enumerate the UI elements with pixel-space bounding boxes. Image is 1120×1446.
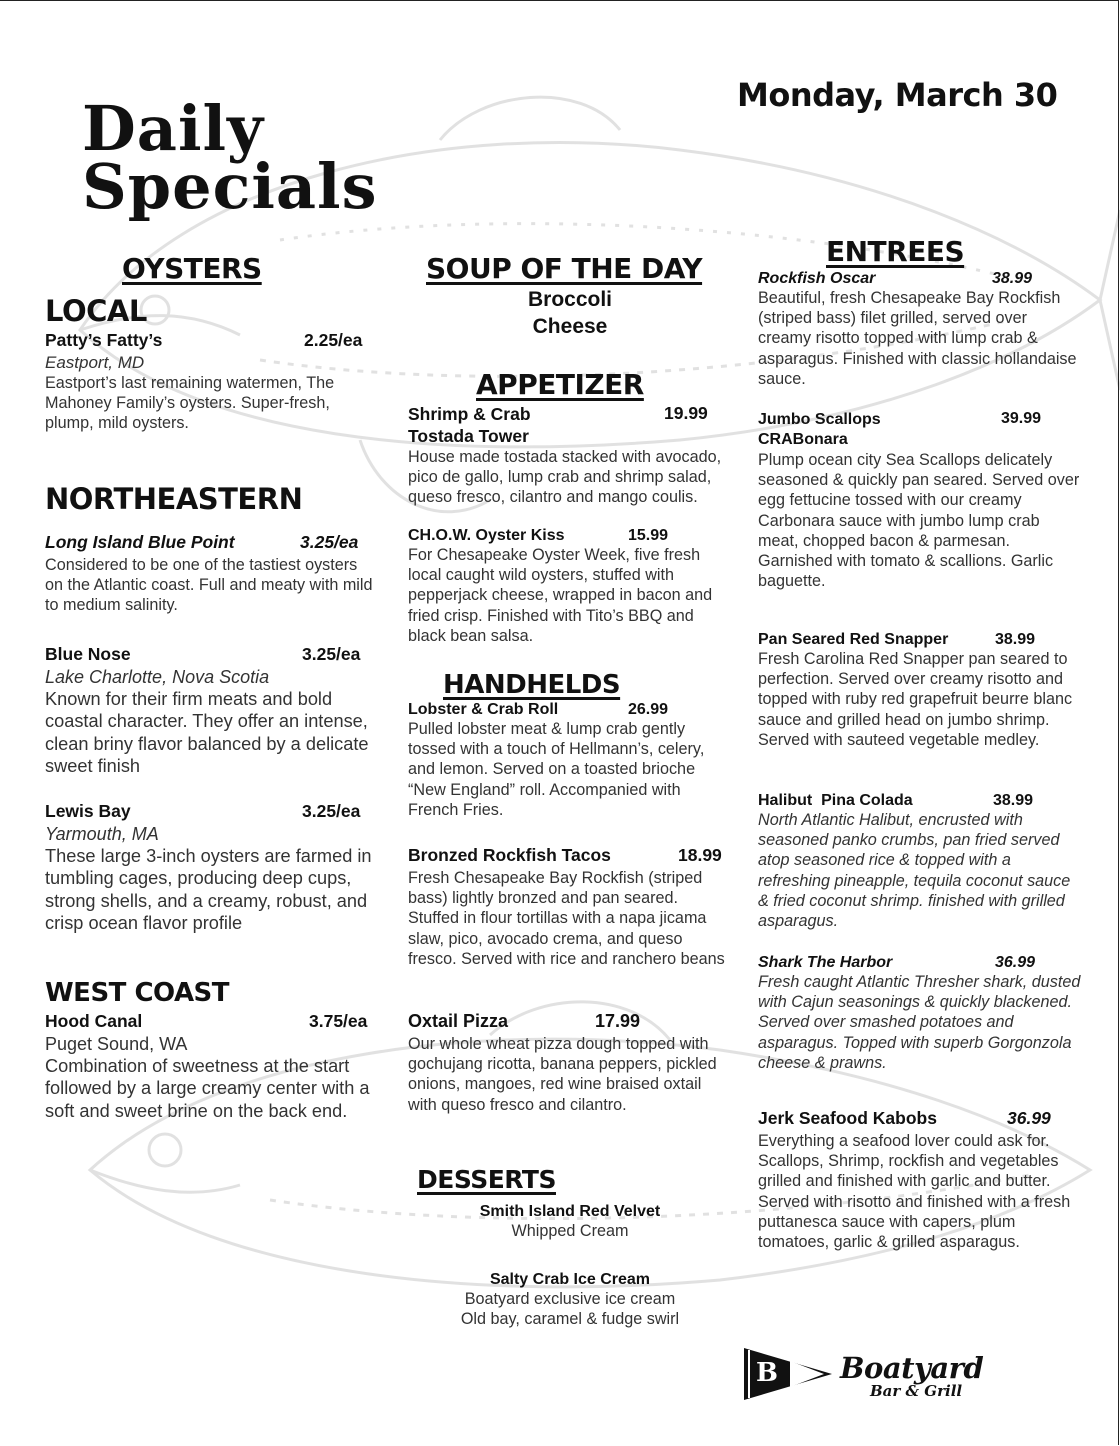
- local-heading: LOCAL: [45, 294, 147, 328]
- entree-item: [758, 954, 1086, 1073]
- entree-item: [758, 270, 1083, 389]
- appetizer-heading: APPETIZER: [476, 368, 644, 401]
- item-price: 26.99: [628, 701, 669, 718]
- item-name: Rockfish Oscar: [758, 270, 876, 287]
- item-name: Jerk Seafood Kabobs: [758, 1108, 937, 1128]
- item-name-line-1: Jumbo Scallops: [758, 411, 881, 428]
- item-description: House made tostada stacked with avocado, pico de gallo, lump crab and shrimp salad, queso fresco, cilantro and mango coulis.: [408, 448, 722, 507]
- west-coast-heading: WEST COAST: [45, 978, 230, 1008]
- item-price: 36.99: [995, 954, 1036, 971]
- dessert-item: [420, 1271, 720, 1329]
- oyster-item: [45, 644, 380, 778]
- oysters-heading: OYSTERS: [122, 252, 262, 285]
- item-price: 38.99: [993, 792, 1034, 809]
- entree-item: [758, 410, 1083, 591]
- logo-badge: B: [756, 1358, 778, 1388]
- item-description: For Chesapeake Oyster Week, five fresh local caught wild oysters, stuffed with pepperjack cheese, wrapped in bacon and fried crisp. Finished with Tito’s BBQ and black bean salsa.: [408, 546, 713, 645]
- handheld-item: [408, 701, 733, 820]
- item-description: These large 3-inch oysters are farmed in tumbling cages, producing deep cups, strong shells, and a creamy, robust, and crisp ocean flavor profile: [45, 846, 372, 934]
- entrees-heading: ENTREES: [826, 235, 965, 268]
- item-name: Blue Nose: [45, 644, 131, 664]
- item-name: Pan Seared Red Snapper: [758, 631, 949, 648]
- item-description: Combination of sweetness at the start followed by a large creamy center with a soft and sweet brine on the back end.: [45, 1056, 370, 1121]
- page-title: [82, 92, 378, 223]
- item-description: Whipped Cream: [511, 1222, 629, 1240]
- date-label: Monday, March 30: [737, 76, 1058, 114]
- item-name: Smith Island Red Velvet: [479, 1203, 661, 1220]
- item-name-line-2: Tostada Tower: [408, 426, 529, 446]
- item-price: 3.75/ea: [309, 1011, 368, 1031]
- item-price: 3.25/ea: [302, 801, 361, 821]
- item-name: Lobster & Crab Roll: [408, 701, 559, 718]
- item-description: North Atlantic Halibut, encrusted with seasoned panko crumbs, pan fried served atop seasoned rice & topped with a refreshing pineapple, tequila coconut sauce & fried coconut shrimp. finished with grilled asparagus.: [758, 811, 1071, 931]
- item-description: Known for their firm meats and bold coastal character. They offer an intense, clean briny flavor balanced by a delicate sweet finish: [45, 689, 369, 777]
- item-name: CH.O.W. Oyster Kiss: [408, 527, 565, 544]
- logo-subtitle: Bar & Grill: [870, 1382, 963, 1400]
- oyster-item: [45, 532, 375, 616]
- item-location: Eastport, MD: [45, 353, 145, 372]
- item-description: Our whole wheat pizza dough topped with gochujang ricotta, banana peppers, pickled onions, mangoes, red wine braised oxtail with queso fresco and cilantro.: [408, 1035, 717, 1114]
- oyster-item: [45, 1011, 375, 1122]
- desserts-heading: DESSERTS: [417, 1165, 556, 1194]
- handheld-item: [408, 1011, 733, 1115]
- item-price: 19.99: [664, 403, 708, 423]
- item-price: 3.25/ea: [302, 644, 361, 664]
- item-price: 18.99: [678, 845, 722, 865]
- soup-line-2: Cheese: [532, 315, 608, 338]
- item-name-line-2: CRABonara: [758, 431, 848, 448]
- handhelds-heading: HANDHELDS: [443, 670, 621, 700]
- item-description: Plump ocean city Sea Scallops delicately seasoned & quickly pan seared. Served over egg fettucine tossed with our creamy Carbonara sauce with jumbo lump crab meat, chopped bacon & parmesan. Garnished with tomato & scallions. Garlic baguette.: [758, 451, 1080, 591]
- item-description: Eastport’s last remaining watermen, The Mahoney Family’s oysters. Super-fresh, plump, mild oysters.: [45, 374, 335, 433]
- oyster-item: [45, 801, 375, 935]
- item-description-line-2: Old bay, caramel & fudge swirl: [460, 1310, 680, 1329]
- soup-line-1: Broccoli: [527, 288, 613, 311]
- item-name: Halibut Pina Colada: [758, 792, 913, 809]
- item-name: Bronzed Rockfish Tacos: [408, 845, 611, 865]
- item-description: Everything a seafood lover could ask for. Scallops, Shrimp, rockfish and vegetables grilled and finished with garlic and butter. Served with risotto and finished with a fresh puttanesca sauce with capers, plum tomatoes, garlic & grilled asparagus.: [758, 1132, 1071, 1252]
- northeastern-heading: NORTHEASTERN: [45, 482, 303, 516]
- item-name-line-1: Shrimp & Crab: [408, 404, 531, 424]
- title-line-1: Daily: [82, 92, 265, 165]
- soup-name: [470, 286, 670, 340]
- item-name: Lewis Bay: [45, 801, 131, 821]
- item-price: 15.99: [628, 527, 669, 544]
- item-price: 36.99: [1007, 1108, 1051, 1128]
- boatyard-logo: [742, 1346, 1042, 1404]
- item-description-line-1: Boatyard exclusive ice cream: [464, 1290, 676, 1308]
- item-description: Pulled lobster meat & lump crab gently tossed with a touch of Hellmann’s, celery, and lemon. Served on a toasted brioche “New England” roll. Accompanied with French Fries.: [408, 720, 705, 819]
- item-name: Oxtail Pizza: [408, 1011, 509, 1031]
- appetizer-item: [408, 527, 733, 646]
- item-name: Hood Canal: [45, 1011, 143, 1031]
- item-description: Considered to be one of the tastiest oysters on the Atlantic coast. Full and meaty with mild to medium salinity.: [45, 556, 373, 615]
- item-location: Yarmouth, MA: [45, 824, 159, 844]
- handheld-item: [408, 845, 733, 969]
- item-price: 2.25/ea: [304, 330, 363, 350]
- appetizer-item: [408, 403, 733, 508]
- item-description: Beautiful, fresh Chesapeake Bay Rockfish (striped bass) filet grilled, served over creamy risotto topped with lump crab & asparagus. Finished with classic hollandaise sauce.: [758, 289, 1077, 388]
- item-price: 38.99: [995, 631, 1036, 648]
- entree-item: [758, 631, 1083, 750]
- title-line-2: Specials: [82, 150, 378, 223]
- soup-heading: SOUP OF THE DAY: [426, 252, 703, 285]
- item-name: Long Island Blue Point: [45, 532, 235, 552]
- item-description: Fresh Chesapeake Bay Rockfish (striped bass) lightly bronzed and pan seared. Stuffed in flour tortillas with a napa jicama slaw, pico, avocado crema, and queso fresco. Served with rice and ranchero beans: [408, 869, 725, 968]
- item-description: Fresh Carolina Red Snapper pan seared to perfection. Served over creamy risotto and topped with ruby red grapefruit beurre blanc sauce and grilled head on jumbo shrimp. Served with sauteed vegetable medley.: [758, 650, 1073, 749]
- item-name: Shark The Harbor: [758, 954, 893, 971]
- entree-item: [758, 1108, 1083, 1252]
- item-price: 17.99: [595, 1011, 641, 1031]
- oyster-item: [45, 330, 375, 434]
- entree-item: [758, 792, 1083, 931]
- item-name: Patty’s Fatty’s: [45, 330, 163, 350]
- item-name: Salty Crab Ice Cream: [489, 1271, 651, 1288]
- logo-name: Boatyard: [840, 1351, 984, 1385]
- item-location: Lake Charlotte, Nova Scotia: [45, 667, 270, 687]
- dessert-item: [420, 1203, 720, 1241]
- item-description: Fresh caught Atlantic Thresher shark, dusted with Cajun seasonings & quickly blackened. Served over smashed potatoes and asparagus. Topped with superb Gorgonzola cheese & prawns.: [758, 973, 1086, 1072]
- item-price: 39.99: [1001, 410, 1042, 427]
- item-location: Puget Sound, WA: [45, 1034, 188, 1054]
- item-price: 38.99: [992, 270, 1033, 287]
- item-price: 3.25/ea: [300, 532, 359, 552]
